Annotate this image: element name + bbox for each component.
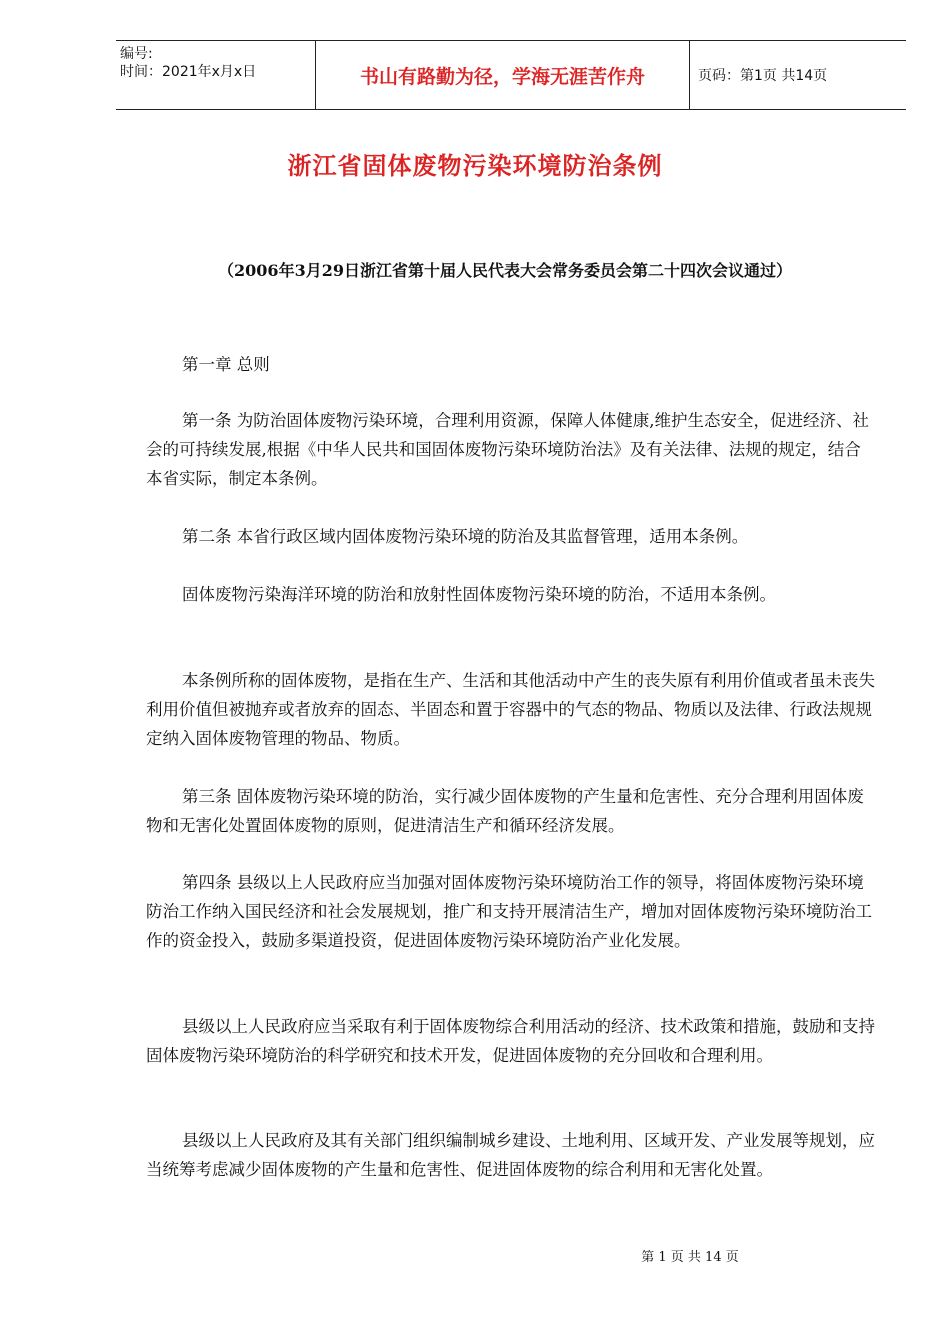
article-2-para-2: 固体废物污染海洋环境的防治和放射性固体废物污染环境的防治，不适用本条例。: [182, 585, 776, 604]
article-1: 第一条 为防治固体废物污染环境，合理利用资源，保障人体健康,维护生态安全，促进经济、社会的可持续发展,根据《中华人民共和国固体废物污染环境防治法》及有关法律、法规的规定，结合本省实际，制定本条例。: [146, 411, 869, 488]
chapter-heading: 第一章 总则: [182, 355, 270, 374]
article-4-para-3: 县级以上人民政府及其有关部门组织编制城乡建设、土地利用、区域开发、产业发展等规划，应当统筹考虑减少固体废物的产生量和危害性、促进固体废物的综合利用和无害化处置。: [146, 1131, 875, 1179]
header-meta: [116, 41, 316, 109]
number-label: 编号:: [120, 46, 153, 62]
article-2: 第二条 本省行政区域内固体废物污染环境的防治及其监督管理，适用本条例。: [182, 527, 749, 546]
article-4: 第四条 县级以上人民政府应当加强对固体废物污染环境防治工作的领导，将固体废物污染环境防治工作纳入国民经济和社会发展规划，推广和支持开展清洁生产，增加对固体废物污染环境防治工作的资金投入，鼓励多渠道投资，促进固体废物污染环境防治产业化发展。: [146, 873, 872, 950]
document-subtitle: （2006年3月29日浙江省第十届人民代表大会常务委员会第二十四次会议通过）: [218, 261, 792, 280]
document-header: [116, 40, 906, 110]
time-label: 时间：2021年x月x日: [120, 64, 257, 80]
article-4-para-2: 县级以上人民政府应当采取有利于固体废物综合利用活动的经济、技术政策和措施，鼓励和支持固体废物污染环境防治的科学研究和技术开发，促进固体废物的充分回收和合理利用。: [146, 1017, 875, 1065]
article-2-para-3: 本条例所称的固体废物，是指在生产、生活和其他活动中产生的丧失原有利用价值或者虽未丧失利用价值但被抛弃或者放弃的固态、半固态和置于容器中的气态的物品、物质以及法律、行政法规规定纳入固体废物管理的物品、物质。: [146, 671, 875, 748]
header-motto: 书山有路勤为径，学海无涯苦作舟: [316, 41, 690, 109]
document-title: 浙江省固体废物污染环境防治条例: [287, 151, 663, 180]
page-footer: 第 1 页 共 14 页: [641, 1250, 739, 1265]
header-page-info: 页码：第1页 共14页: [698, 68, 828, 84]
article-3: 第三条 固体废物污染环境的防治，实行减少固体废物的产生量和危害性、充分合理利用固体废物和无害化处置固体废物的原则，促进清洁生产和循环经济发展。: [146, 787, 864, 835]
